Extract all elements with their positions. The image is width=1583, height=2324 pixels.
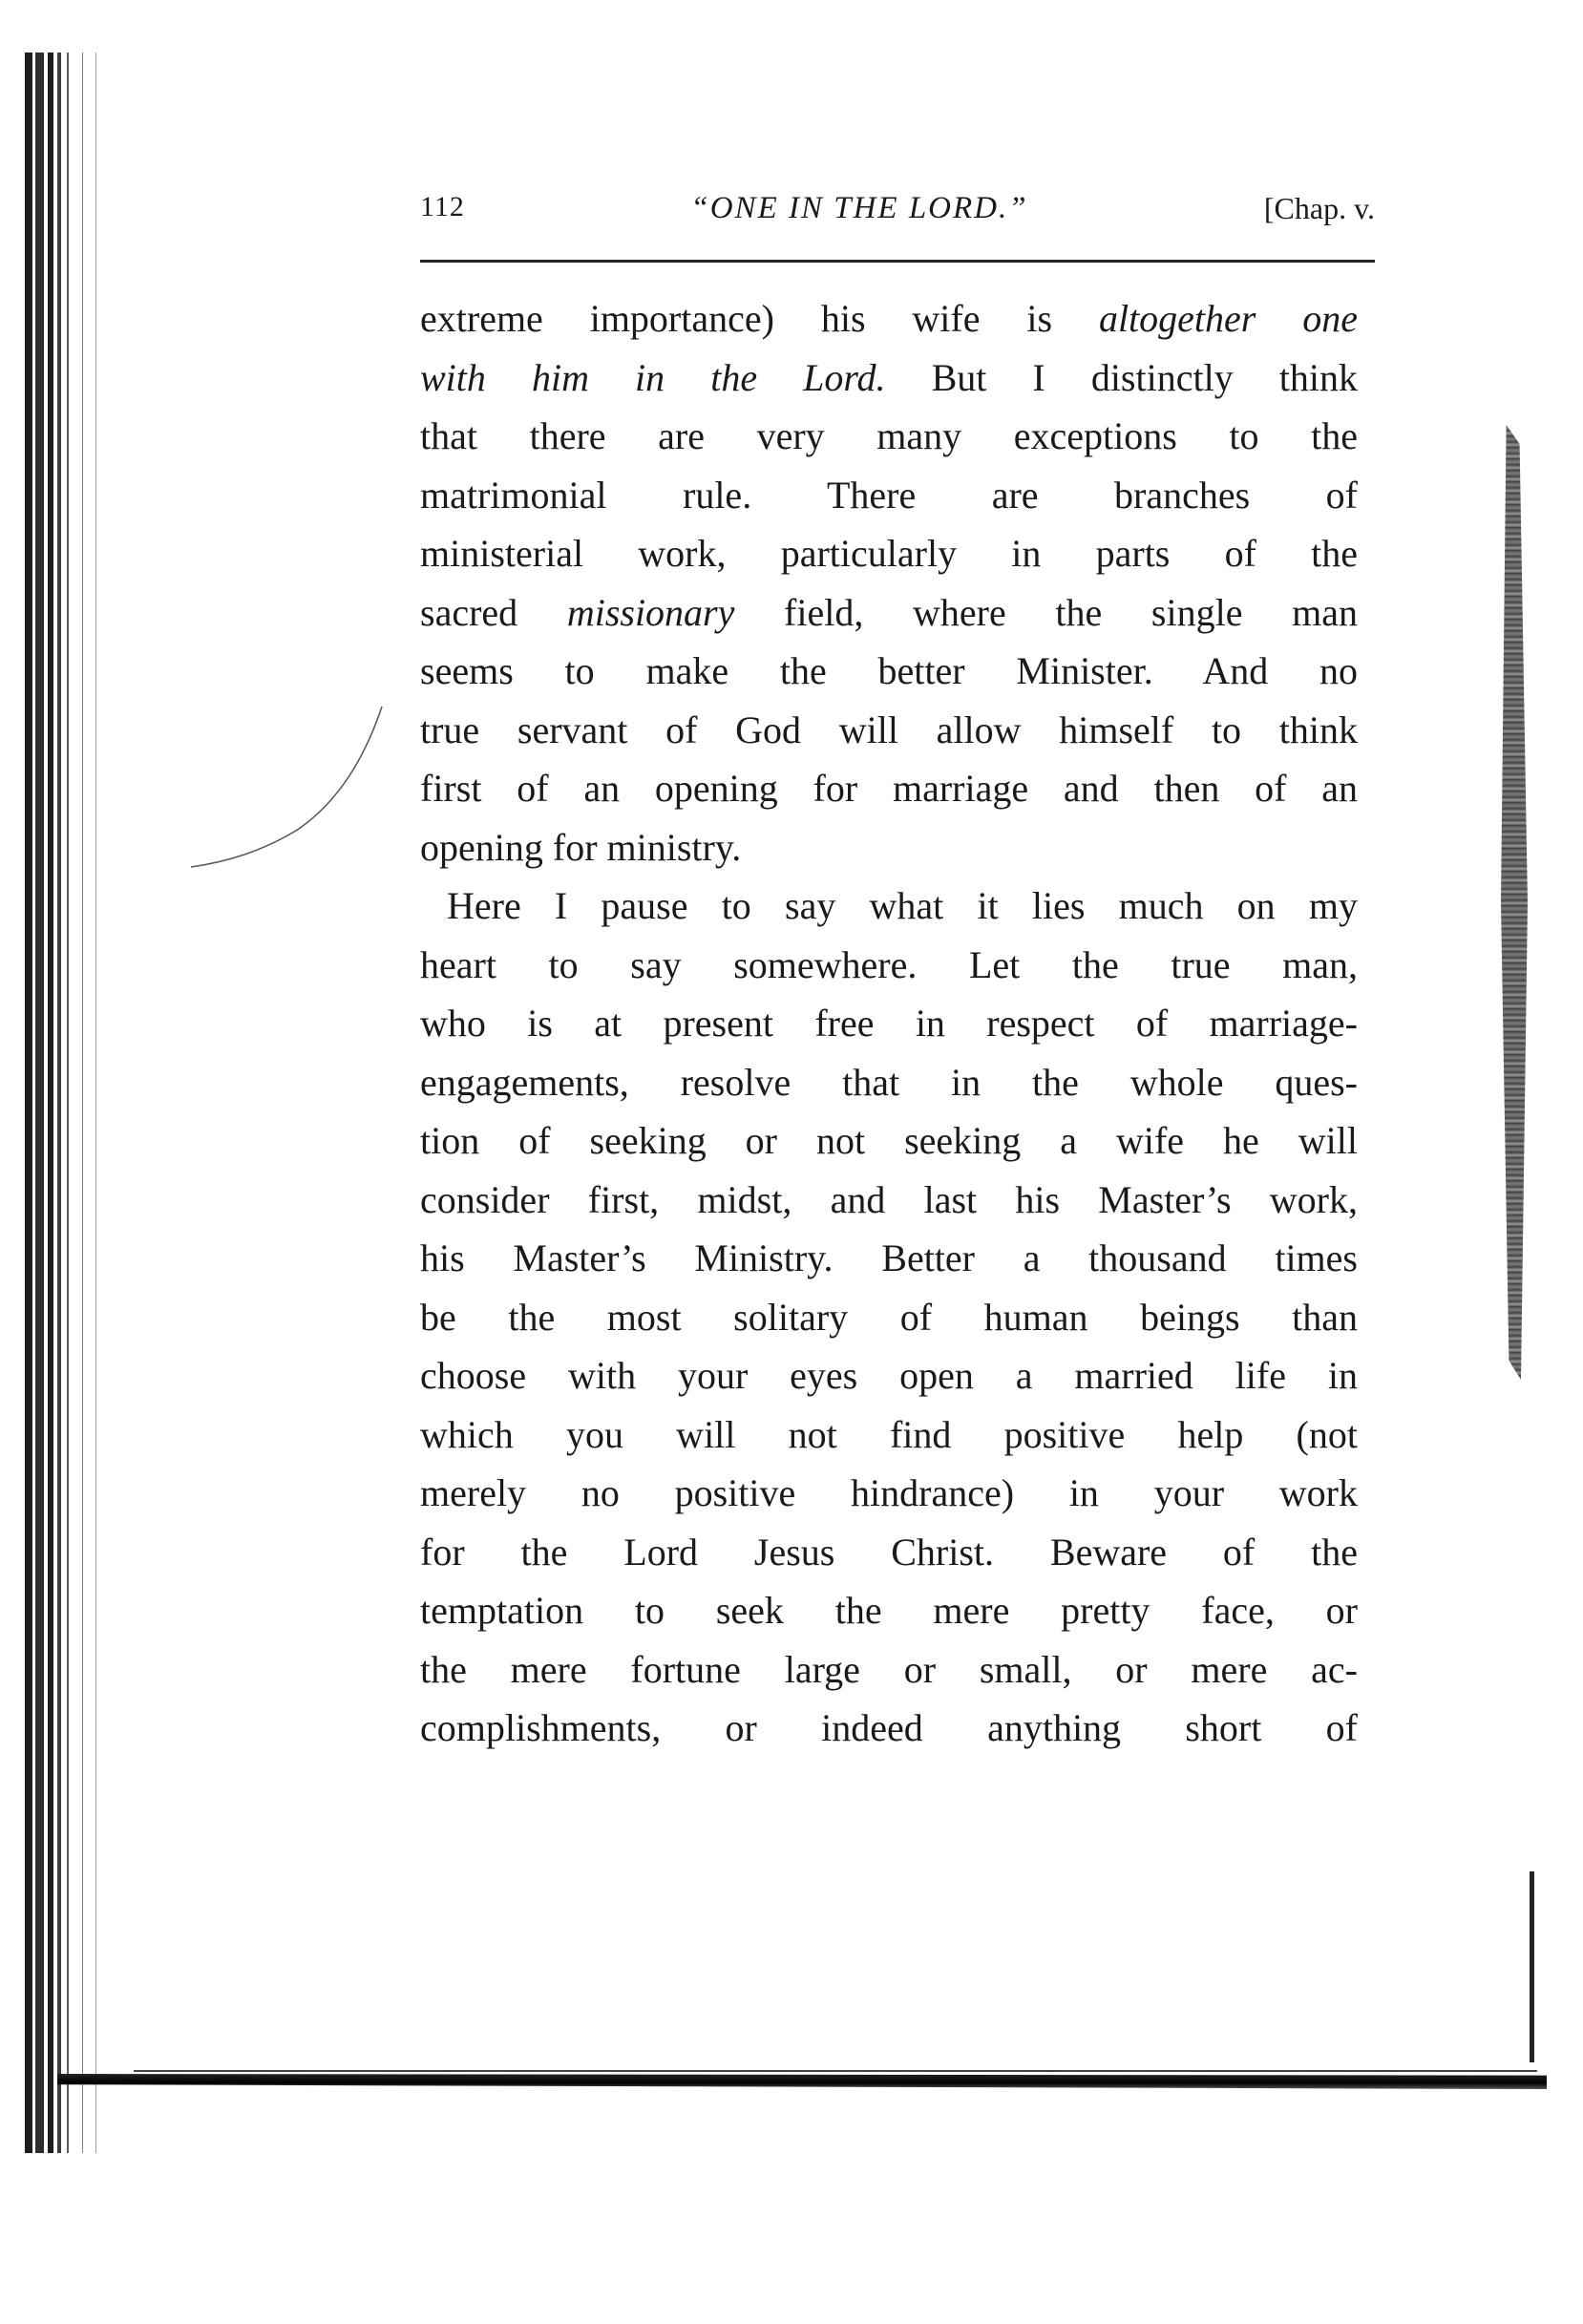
text-line: consider first, midst, and last his Master’s work, xyxy=(420,1177,1358,1221)
text-line: his Master’s Ministry. Better a thousand times xyxy=(420,1236,1358,1279)
text-line: that there are very many exceptions to the xyxy=(420,414,1358,457)
text-line: tion of seeking or not seeking a wife he will xyxy=(420,1119,1358,1162)
book-spine-shadow xyxy=(25,53,137,2153)
running-head xyxy=(420,191,1375,237)
text-line: who is at present free in respect of marriage- xyxy=(420,1002,1358,1045)
page-bottom-rule xyxy=(134,2070,1537,2072)
chapter-reference: [Chap. v. xyxy=(1263,191,1375,225)
text-line: the mere fortune large or small, or mere ac- xyxy=(420,1647,1358,1691)
text-line: temptation to seek the mere pretty face, or xyxy=(420,1589,1358,1632)
page-right-edge-mark xyxy=(1530,1871,1534,2062)
text-line: heart to say somewhere. Let the true man, xyxy=(420,942,1358,986)
page-number: 112 xyxy=(420,191,465,222)
text-line: be the most solitary of human beings than xyxy=(420,1295,1358,1339)
text-line: merely no positive hindrance) in your work xyxy=(420,1471,1358,1514)
page-right-edge-shadow xyxy=(1501,425,1528,1380)
header-rule xyxy=(420,260,1375,263)
text-line: which you will not find positive help (not xyxy=(420,1412,1358,1456)
text-line: with him in the Lord. But I distinctly think xyxy=(420,355,1358,399)
text-line: true servant of God will allow himself to think xyxy=(420,708,1358,751)
text-line: opening for ministry. xyxy=(420,825,742,869)
text-line: seems to make the better Minister. And no xyxy=(420,649,1358,692)
text-line: first of an opening for marriage and then of an xyxy=(420,767,1358,810)
text-line: sacred missionary field, where the single man xyxy=(420,590,1358,634)
text-line: for the Lord Jesus Christ. Beware of the xyxy=(420,1530,1358,1574)
margin-pen-stroke xyxy=(191,707,401,869)
text-line: complishments, or indeed anything short of xyxy=(420,1706,1358,1749)
text-line: choose with your eyes open a married life in xyxy=(420,1354,1358,1397)
text-line: ministerial work, particularly in parts of the xyxy=(420,532,1358,575)
body-text xyxy=(420,289,1358,1758)
text-line: matrimonial rule. There are branches of xyxy=(420,473,1358,517)
page-bottom-edge-shadow xyxy=(57,2074,1547,2089)
text-line: engagements, resolve that in the whole ques- xyxy=(420,1060,1358,1104)
text-line: Here I pause to say what it lies much on my xyxy=(447,884,1358,927)
text-line: extreme importance) his wife is altogether one xyxy=(420,297,1358,340)
running-title: “ONE IN THE LORD.” xyxy=(690,191,1028,225)
